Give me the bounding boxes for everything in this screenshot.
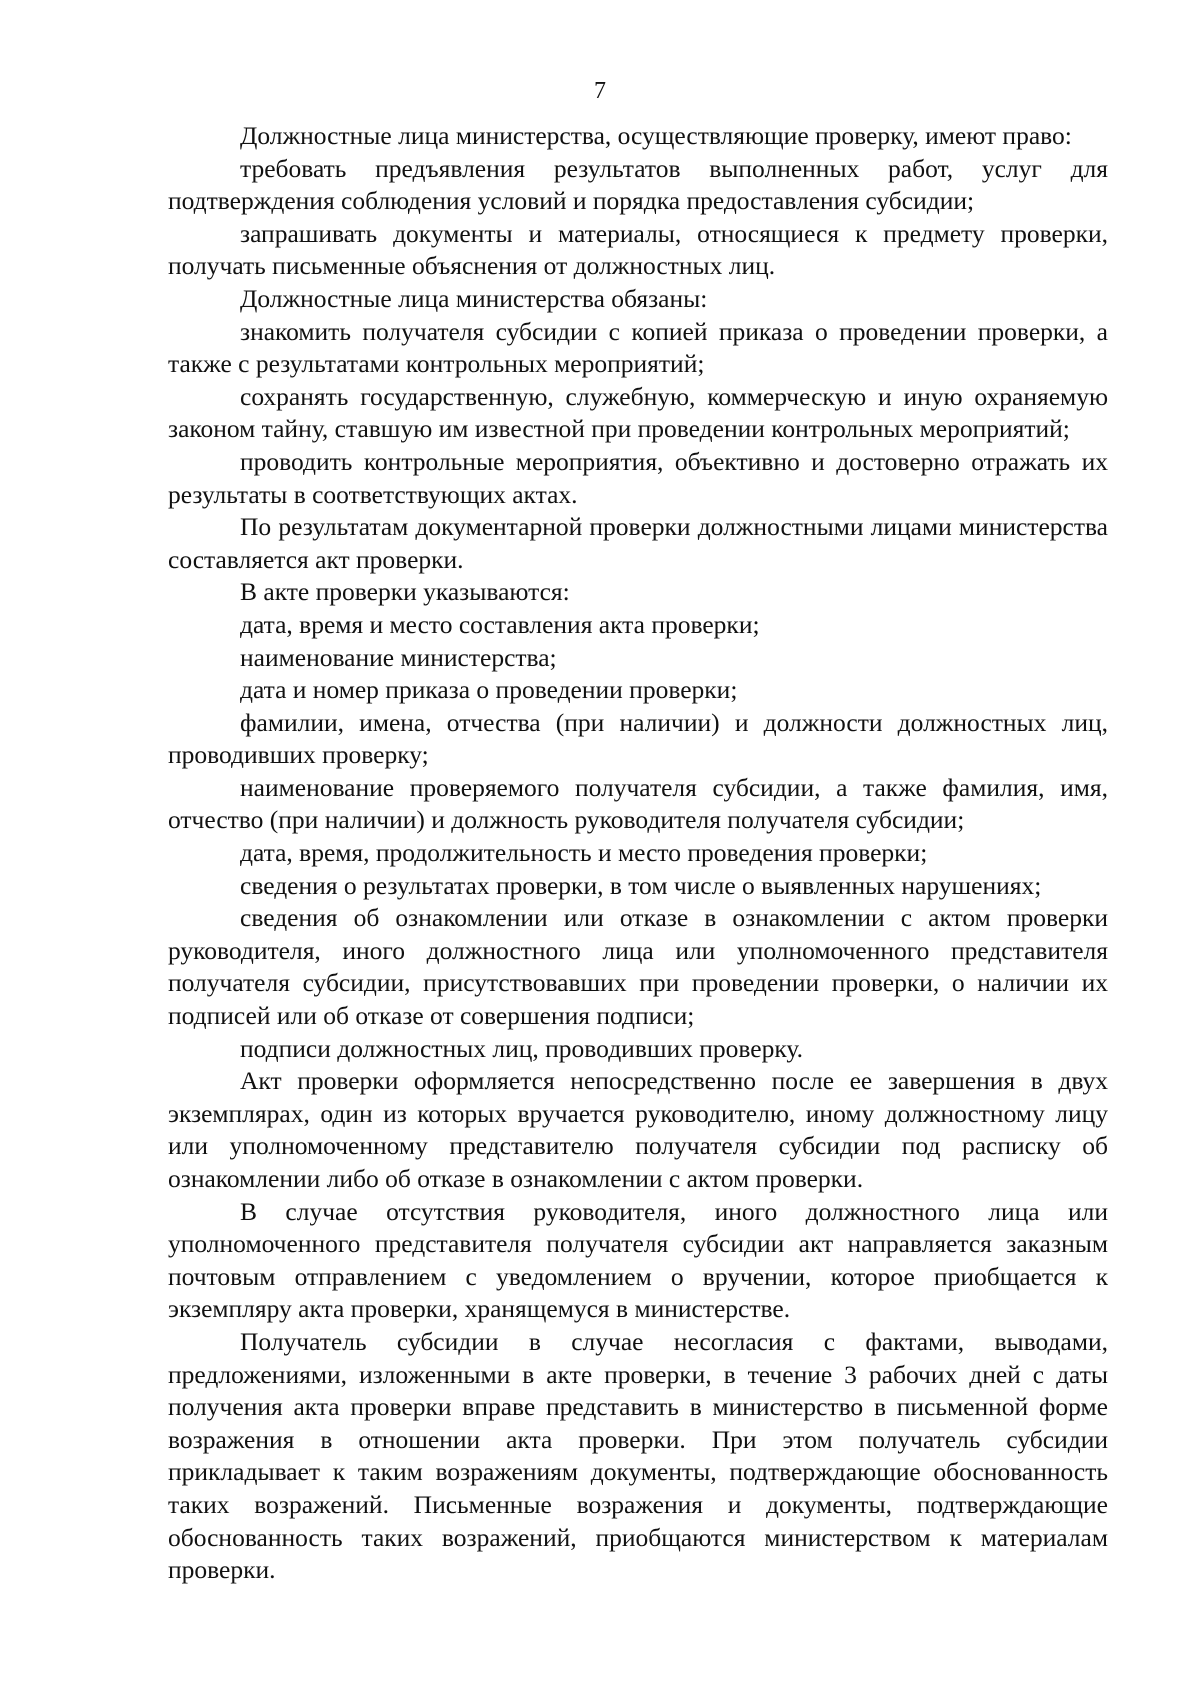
paragraph: По результатам документарной проверки должностными лицами министерства составляется акт проверки. [168, 512, 1108, 574]
paragraph: Должностные лица министерства, осуществляющие проверку, имеют право: [240, 121, 1072, 150]
paragraph: дата, время, продолжительность и место проведения проверки; [240, 838, 928, 868]
paragraph: В акте проверки указываются: [240, 577, 570, 607]
paragraph: проводить контрольные мероприятия, объективно и достоверно отражать их результаты в соответствующих актах. [168, 446, 1108, 509]
page-number: 7 [594, 78, 606, 104]
paragraph: наименование министерства; [240, 642, 557, 672]
paragraph: В случае отсутствия руководителя, иного должностного лица или уполномоченного представителя получателя субсидии акт направляется заказным почтовым отправлением с уведомлением о вручении, которое приобщается к экземпляру акта проверки, хранящемуся в министерстве. [168, 1196, 1108, 1324]
paragraph: сохранять государственную, служебную, коммерческую и иную охраняемую законом тайну, ставшую им известной при проведении контрольных мероприятий; [168, 381, 1108, 444]
paragraph: Получатель субсидии в случае несогласия с фактами, выводами, предложениями, изложенными в акте проверки, в течение 3 рабочих дней с даты получения акта проверки вправе представить в министерство в письменной форме возражения в отношении акта проверки. При этом получатель субсидии прикладывает к таким возражениям документы, подтверждающие обоснованность таких возражений. Письменные возражения и документы, подтверждающие обоснованность таких возражений, приобщаются министерством к материалам проверки. [168, 1326, 1108, 1585]
paragraph: запрашивать документы и материалы, относящиеся к предмету проверки, получать письменные объяснения от должностных лиц. [168, 218, 1108, 281]
paragraph: фамилии, имена, отчества (при наличии) и должности должностных лиц, проводивших проверку; [168, 707, 1108, 770]
paragraph: Должностные лица министерства обязаны: [240, 283, 708, 313]
paragraph: наименование проверяемого получателя субсидии, а также фамилия, имя, отчество (при наличии) и должность руководителя получателя субсидии; [168, 772, 1108, 835]
paragraph: сведения о результатах проверки, в том числе о выявленных нарушениях; [240, 870, 1042, 900]
paragraph: подписи должностных лиц, проводивших проверку. [240, 1033, 803, 1063]
paragraph: дата и номер приказа о проведении проверки; [240, 675, 738, 705]
paragraph: Акт проверки оформляется непосредственно после ее завершения в двух экземплярах, один из которых вручается руководителю, иному должностному лицу или уполномоченному представителю получателя субсидии под расписку об ознакомлении либо об отказе в ознакомлении с актом проверки. [168, 1066, 1108, 1193]
paragraph: дата, время и место составления акта проверки; [240, 609, 760, 639]
paragraph: знакомить получателя субсидии с копией приказа о проведении проверки, а также с результатами контрольных мероприятий; [168, 316, 1108, 379]
paragraph: требовать предъявления результатов выполненных работ, услуг для подтверждения соблюдения условий и порядка предоставления субсидии; [168, 153, 1108, 216]
paragraph: сведения об ознакомлении или отказе в ознакомлении с актом проверки руководителя, иного должностного лица или уполномоченного представителя получателя субсидии, присутствовавших при проведении проверки, о наличии их подписей или об отказе от совершения подписи; [168, 903, 1108, 1031]
document-body [168, 120, 1108, 1587]
